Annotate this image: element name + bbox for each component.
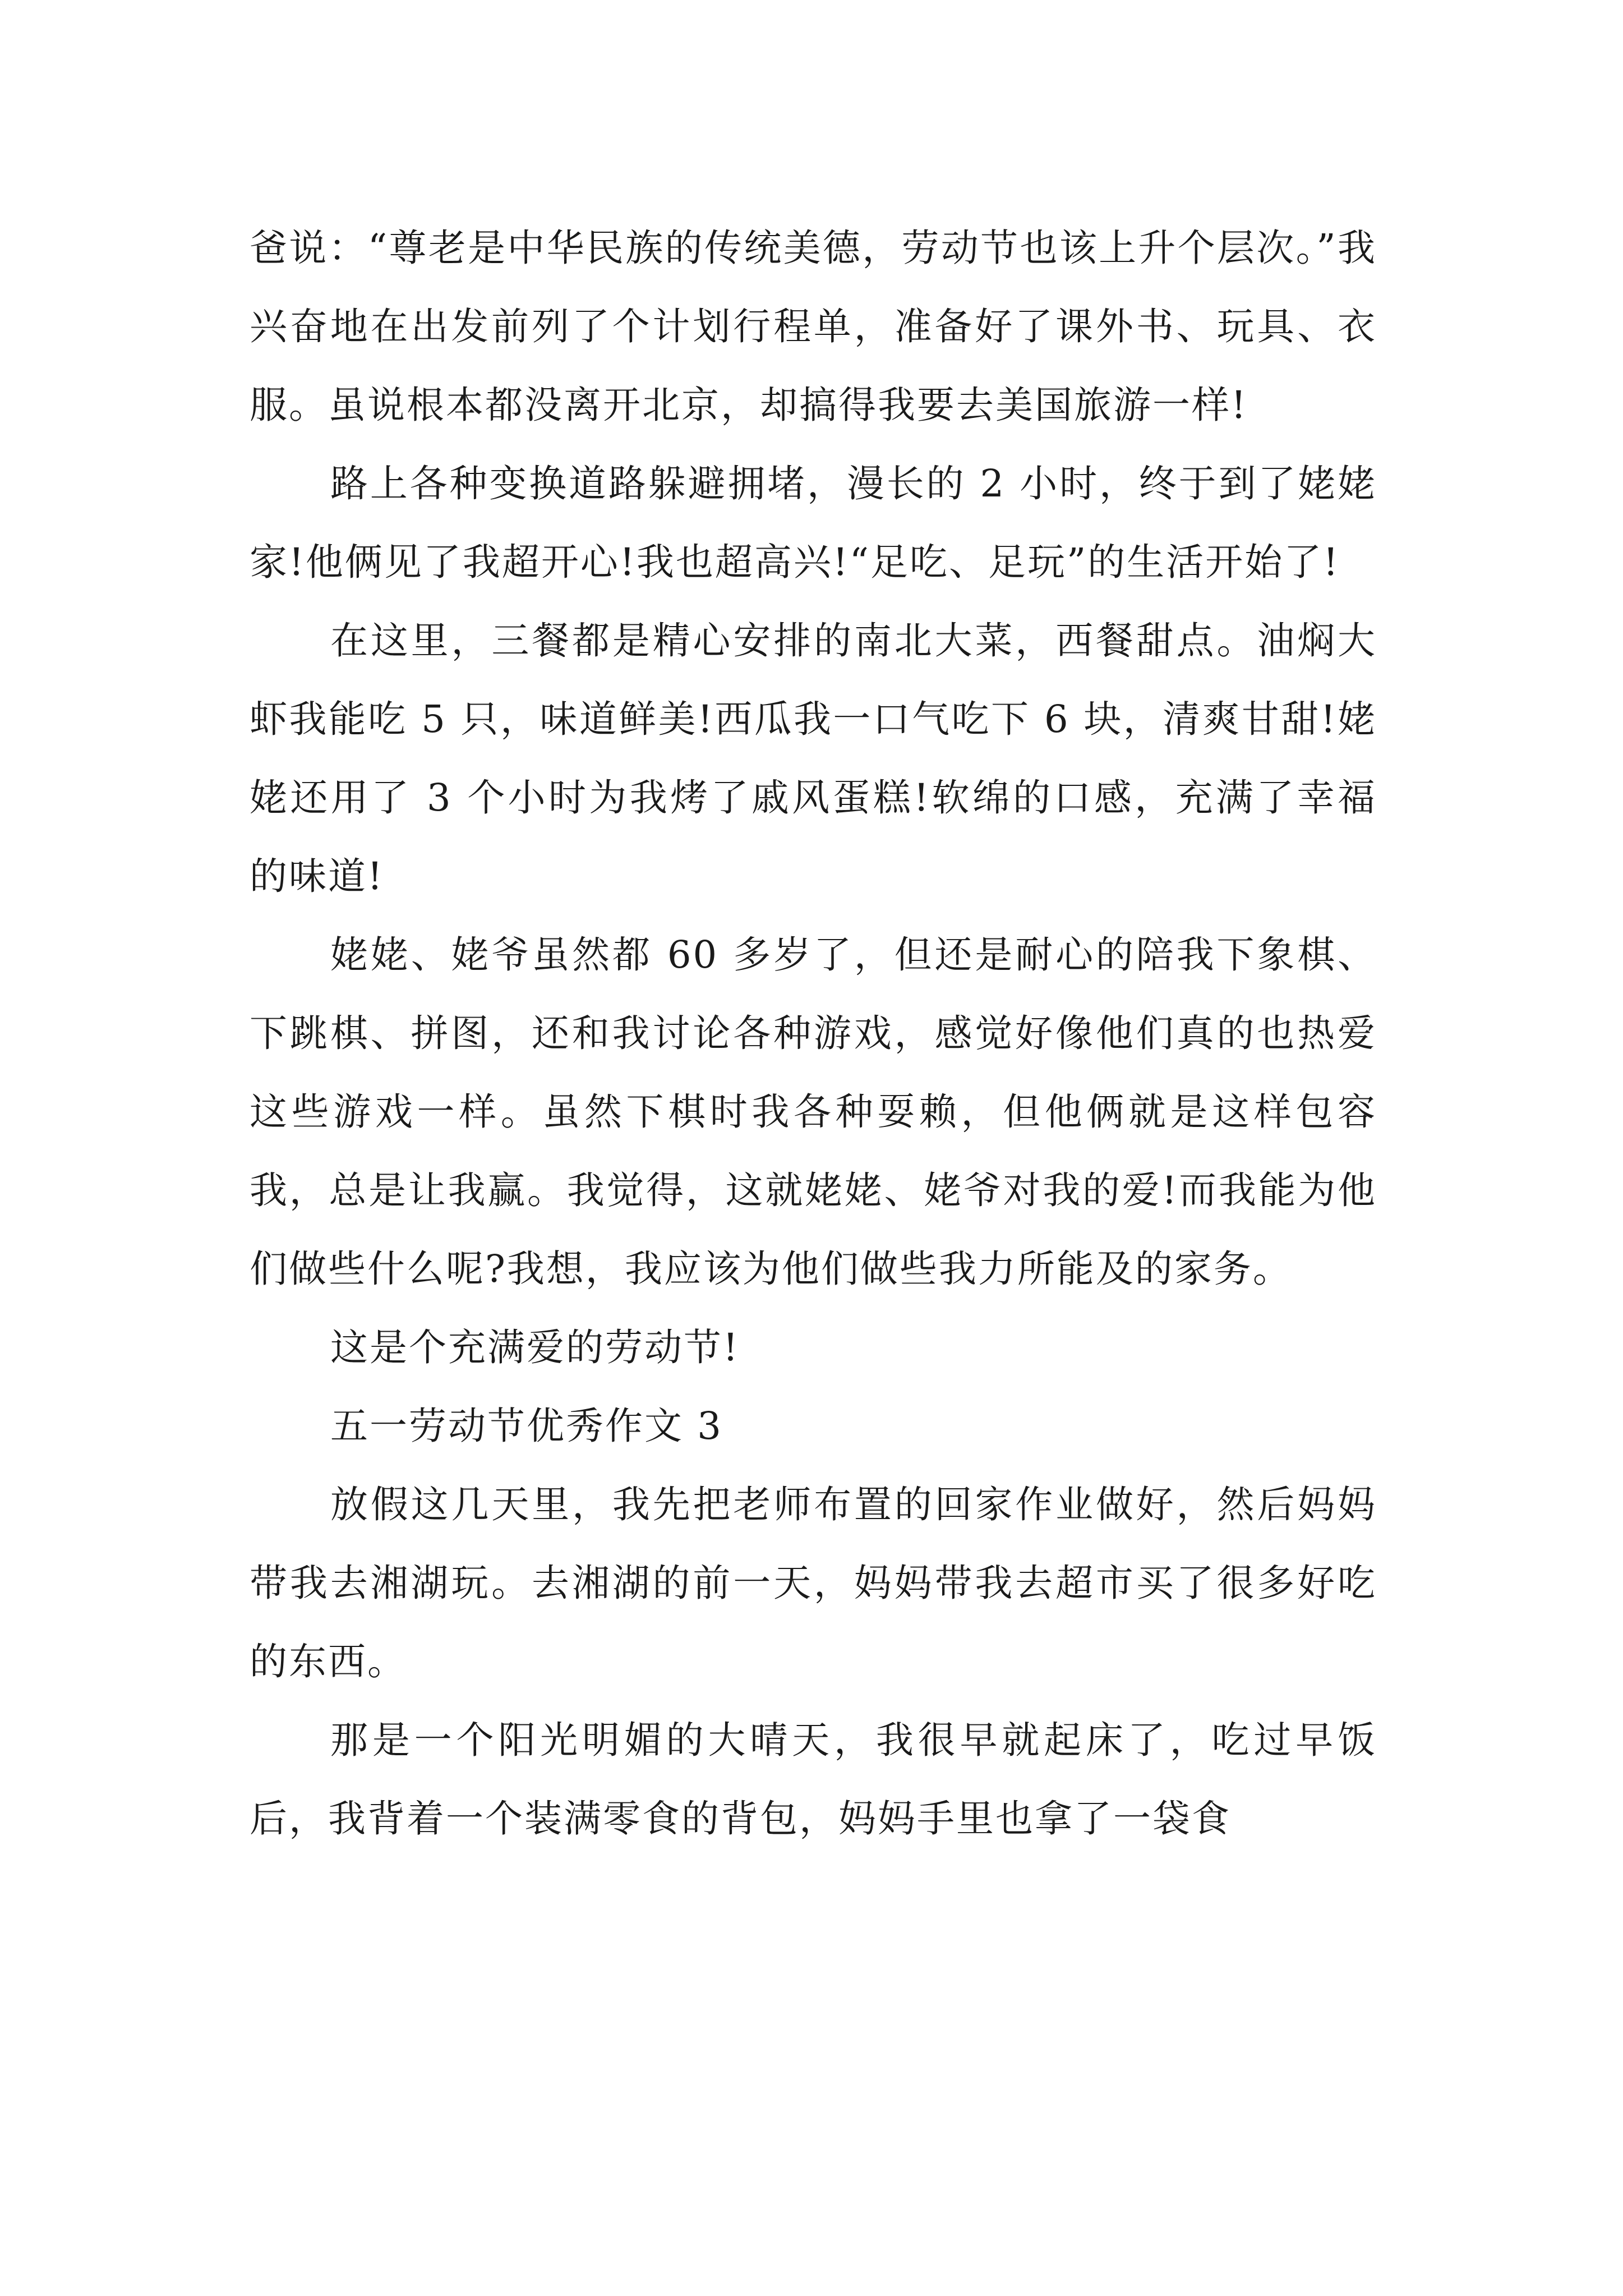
paragraph-8: 那是一个阳光明媚的大晴天，我很早就起床了，吃过早饭后，我背着一个装满零食的背包，妈妈手里也拿了一袋食 [250, 1718, 1377, 1841]
paragraph-1: 爸说：“尊老是中华民族的传统美德，劳动节也该上升个层次。”我兴奋地在出发前列了个计划行程单，准备好了课外书、玩具、衣服。虽说根本都没离开北京，却搞得我要去美国旅游一样! [250, 226, 1377, 427]
document-body [250, 209, 1377, 1858]
paragraph-5: 这是个充满爱的劳动节! [330, 1326, 740, 1369]
paragraph-4: 姥姥、姥爷虽然都 60 多岁了，但还是耐心的陪我下象棋、下跳棋、拼图，还和我讨论各种游戏，感觉好像他们真的也热爱这些游戏一样。虽然下棋时我各种耍赖，但他俩就是这样包容我，总是让我赢。我觉得，这就姥姥、姥爷对我的爱!而我能为他们做些什么呢?我想，我应该为他们做些我力所能及的家务。 [250, 933, 1377, 1291]
paragraph-3: 在这里，三餐都是精心安排的南北大菜，西餐甜点。油焖大虾我能吃 5 只，味道鲜美!西瓜我一口气吃下 6 块，清爽甘甜!姥姥还用了 3 个小时为我烤了戚风蛋糕!软绵的口感，充满了幸福的味道! [250, 619, 1377, 898]
paragraph-2: 路上各种变换道路躲避拥堵，漫长的 2 小时，终于到了姥姥家!他俩见了我超开心!我也超高兴!“足吃、足玩”的生活开始了! [250, 462, 1377, 584]
paragraph-7: 放假这几天里，我先把老师布置的回家作业做好，然后妈妈带我去湘湖玩。去湘湖的前一天，妈妈带我去超市买了很多好吃的东西。 [250, 1483, 1377, 1683]
section-heading: 五一劳动节优秀作文 3 [330, 1404, 723, 1448]
